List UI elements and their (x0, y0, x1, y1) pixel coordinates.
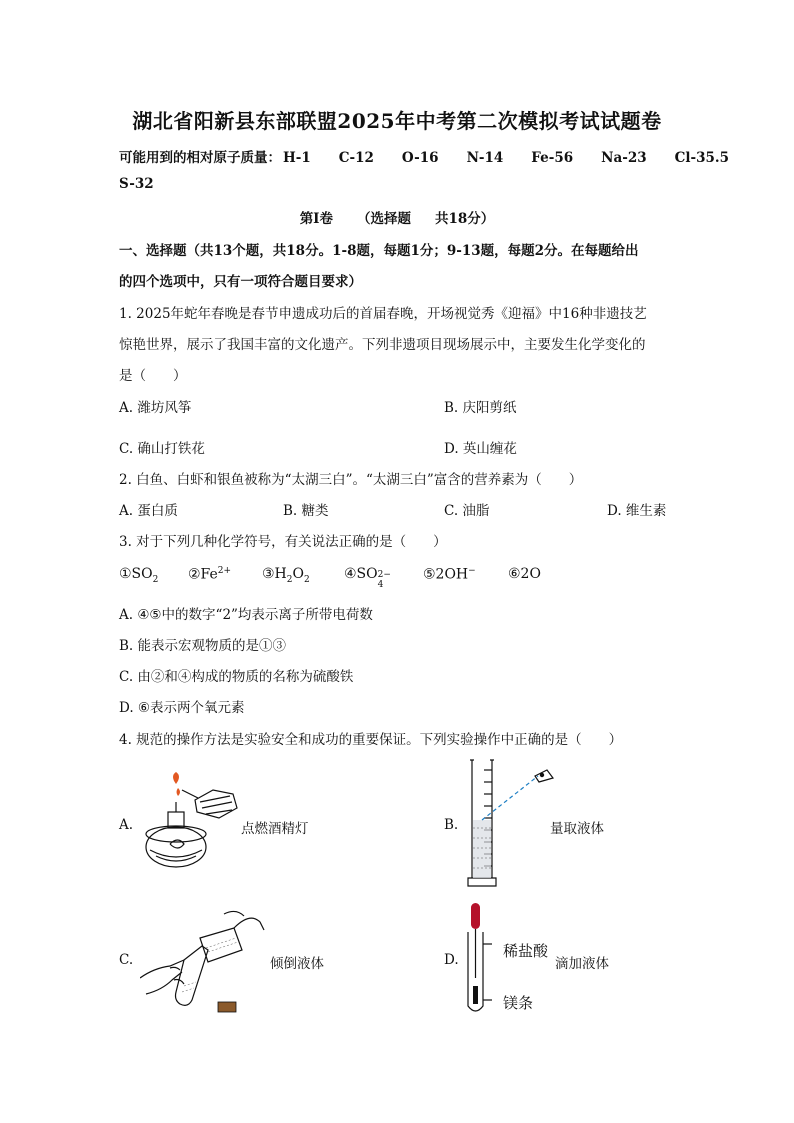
question-stem: 4. 规范的操作方法是实验安全和成功的重要保证。下列实验操作中正确的是（ ） (119, 732, 623, 748)
dropper-test-tube-figure (462, 900, 502, 1018)
chem-symbol: ⑥2O (508, 566, 541, 582)
figure-b-letter[interactable]: B. (444, 817, 459, 833)
mass-item-wrap: S-32 (119, 176, 154, 192)
mass-item: H-1 (283, 150, 311, 166)
question-stem: 是（ ） (119, 368, 187, 384)
stopper-icon (218, 1002, 236, 1012)
chem-symbol: $②Fe^{2+}$ (188, 566, 232, 583)
option-c[interactable]: C. 油脂 (444, 503, 490, 519)
option-b[interactable]: B. 糖类 (283, 503, 329, 519)
mass-item: Na-23 (601, 150, 647, 166)
chem-symbol: ④SO 2− 4 (344, 566, 391, 590)
figure-d-caption: 滴加液体 (555, 956, 609, 972)
instructions-line: 一、选择题（共13个题，共18分。1-8题，每题1分；9-13题，每题2分。在每题给出 (119, 243, 639, 259)
option-a[interactable]: A. ④⑤中的数字“2”均表示离子所带电荷数 (119, 607, 373, 623)
question-stem: 1. 2025年蛇年春晚是春节申遗成功后的首届春晚，开场视觉秀《迎福》中16种非遗技艺 (119, 306, 647, 322)
section-heading (0, 207, 794, 227)
masses-label: 可能用到的相对原子质量： (119, 150, 281, 166)
alcohol-lamp-lighting-figure (140, 772, 240, 882)
option-a[interactable]: A. 蛋白质 (119, 503, 178, 519)
option-b[interactable]: B. 能表示宏观物质的是①③ (119, 638, 287, 654)
option-d[interactable]: D. 维生素 (607, 503, 667, 519)
section-score: 共18分） (435, 211, 495, 227)
label-dilute-hcl: 稀盐酸 (503, 942, 549, 960)
option-d[interactable]: D. 英山缠花 (444, 441, 517, 457)
question-stem: 2. 白鱼、白虾和银鱼被称为“太湖三白”。“太湖三白”富含的营养素为（ ） (119, 472, 583, 488)
flame-icon (173, 772, 179, 784)
mass-item: C-12 (338, 150, 374, 166)
graduated-cylinder-figure (462, 758, 562, 890)
chem-symbol: $①SO_2$ (119, 566, 159, 585)
eye-icon (540, 773, 544, 777)
figure-b-caption: 量取液体 (550, 821, 604, 837)
chem-symbol: ⑤2OH− (423, 566, 476, 583)
atomic-masses (119, 146, 729, 166)
mass-item: Fe-56 (531, 150, 574, 166)
option-d[interactable]: D. ⑥表示两个氧元素 (119, 700, 245, 716)
option-c[interactable]: C. 确山打铁花 (119, 441, 205, 457)
option-a[interactable]: A. 潍坊风筝 (119, 400, 192, 416)
figure-c-letter[interactable]: C. (119, 952, 134, 968)
question-stem: 3. 对于下列几种化学符号，有关说法正确的是（ ） (119, 534, 447, 550)
page-title: 湖北省阳新县东部联盟2025年中考第二次模拟考试试题卷 (132, 109, 662, 133)
figure-a-letter[interactable]: A. (119, 817, 134, 833)
mass-item: O-16 (401, 150, 439, 166)
section-type: （选择题 (357, 211, 412, 227)
option-b[interactable]: B. 庆阳剪纸 (444, 400, 517, 416)
label-magnesium-strip: 镁条 (503, 994, 534, 1012)
question-stem: 惊艳世界，展示了我国丰富的文化遗产。下列非遗项目现场展示中，主要发生化学变化的 (119, 337, 646, 353)
figure-d-letter[interactable]: D. (444, 952, 459, 968)
figure-c-caption: 倾倒液体 (270, 956, 324, 972)
dropper-bulb-icon (471, 903, 480, 929)
section-volume: 第Ⅰ卷 (299, 211, 334, 227)
mass-item: Cl-35.5 (674, 150, 729, 166)
magnesium-strip (473, 986, 478, 1004)
pouring-liquid-figure (140, 902, 275, 1017)
chem-symbol: $③H_2O_2$ (262, 566, 310, 585)
instructions-line: 的四个选项中，只有一项符合题目要求） (119, 274, 362, 290)
mass-item: N-14 (466, 150, 504, 166)
option-c[interactable]: C. 由②和④构成的物质的名称为硫酸铁 (119, 669, 354, 685)
figure-a-caption: 点燃酒精灯 (241, 821, 309, 837)
